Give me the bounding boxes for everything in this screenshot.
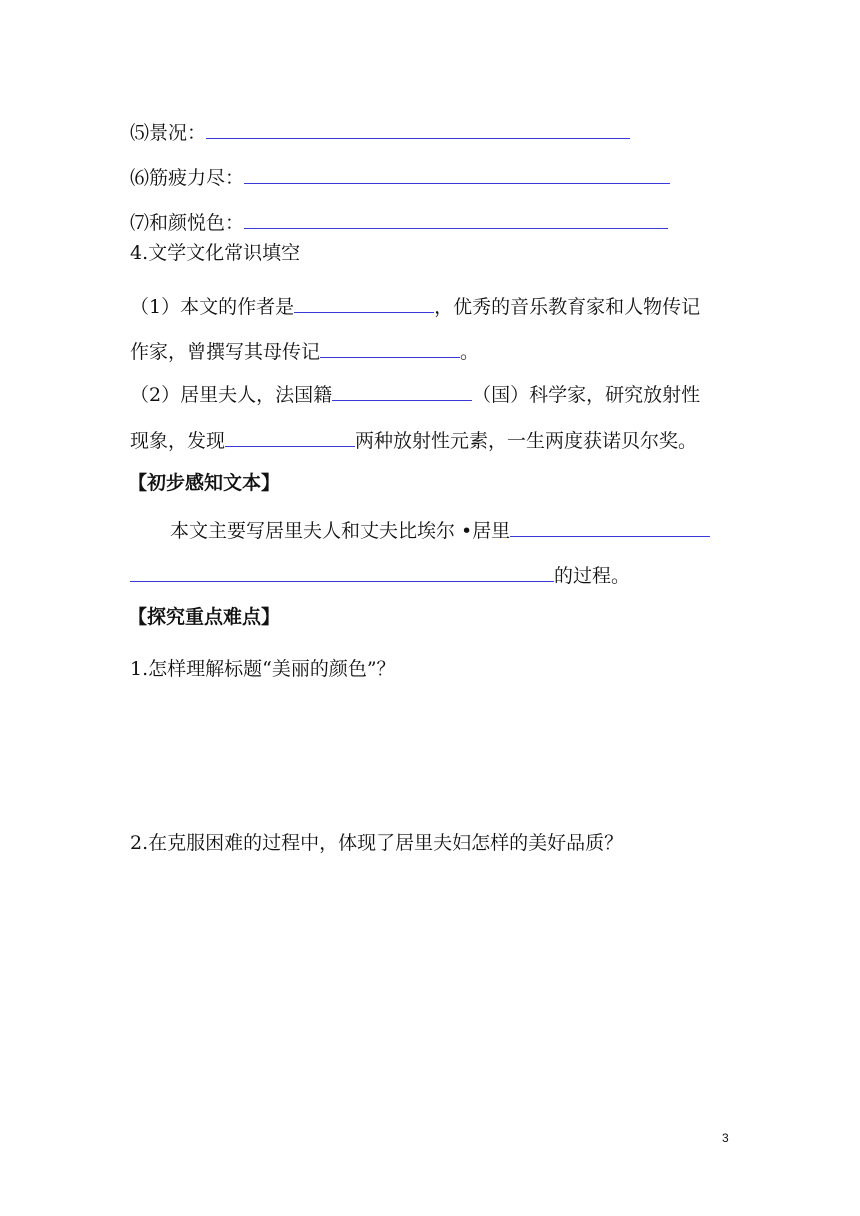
- q4-p2-text-c: 现象，发现: [130, 430, 226, 452]
- vocab-line-5: [130, 118, 630, 145]
- page-number: 3: [722, 1131, 729, 1145]
- answer-blank[interactable]: [206, 118, 630, 139]
- q4-p1-text-a: （1）本文的作者是: [130, 296, 295, 318]
- perception-text-a: 本文主要写居里夫人和丈夫比埃尔 •居里: [170, 520, 511, 542]
- q4-p2-text-a: （2）居里夫人，法国籍: [130, 384, 333, 406]
- perception-text-b: 的过程。: [554, 565, 631, 587]
- vocab-label-6: ⑹筋疲力尽：: [130, 167, 245, 189]
- q4-p1-line1: [130, 292, 700, 319]
- q4-p2-line1: [130, 380, 700, 407]
- explore-question-1: 1.怎样理解标题“美丽的颜色”？: [130, 658, 396, 680]
- q4-p2-text-d: 两种放射性元素，一生两度获诺贝尔奖。: [355, 430, 698, 452]
- q4-p2-text-b: （国）科学家，研究放射性: [472, 384, 701, 406]
- perception-line2: [130, 561, 630, 588]
- summary-blank-2[interactable]: [130, 561, 554, 582]
- elements-blank[interactable]: [225, 426, 355, 447]
- q4-p1-text-c: 作家，曾撰写其母传记: [130, 341, 321, 363]
- vocab-label-7: ⑺和颜悦色：: [130, 212, 245, 234]
- vocab-label-5: ⑸景况：: [130, 122, 207, 144]
- answer-blank[interactable]: [244, 208, 668, 229]
- answer-blank[interactable]: [244, 163, 670, 184]
- explore-heading: 【探究重点难点】: [128, 606, 281, 628]
- vocab-line-6: [130, 163, 670, 190]
- perception-heading: 【初步感知文本】: [128, 472, 281, 494]
- q4-p1-text-b: ，优秀的音乐教育家和人物传记: [434, 296, 701, 318]
- explore-question-2: 2.在克服困难的过程中，体现了居里夫妇怎样的美好品质？: [130, 832, 624, 854]
- nationality-blank[interactable]: [332, 380, 472, 401]
- q4-p1-text-d: 。: [460, 341, 480, 363]
- q4-title: 4.文学文化常识填空: [130, 242, 301, 264]
- perception-line1: [170, 516, 710, 543]
- vocab-line-7: [130, 208, 668, 235]
- author-blank[interactable]: [294, 292, 434, 313]
- summary-blank-1[interactable]: [510, 516, 710, 537]
- q4-p2-line2: [130, 426, 697, 453]
- q4-p1-line2: [130, 337, 479, 364]
- biography-blank[interactable]: [320, 337, 460, 358]
